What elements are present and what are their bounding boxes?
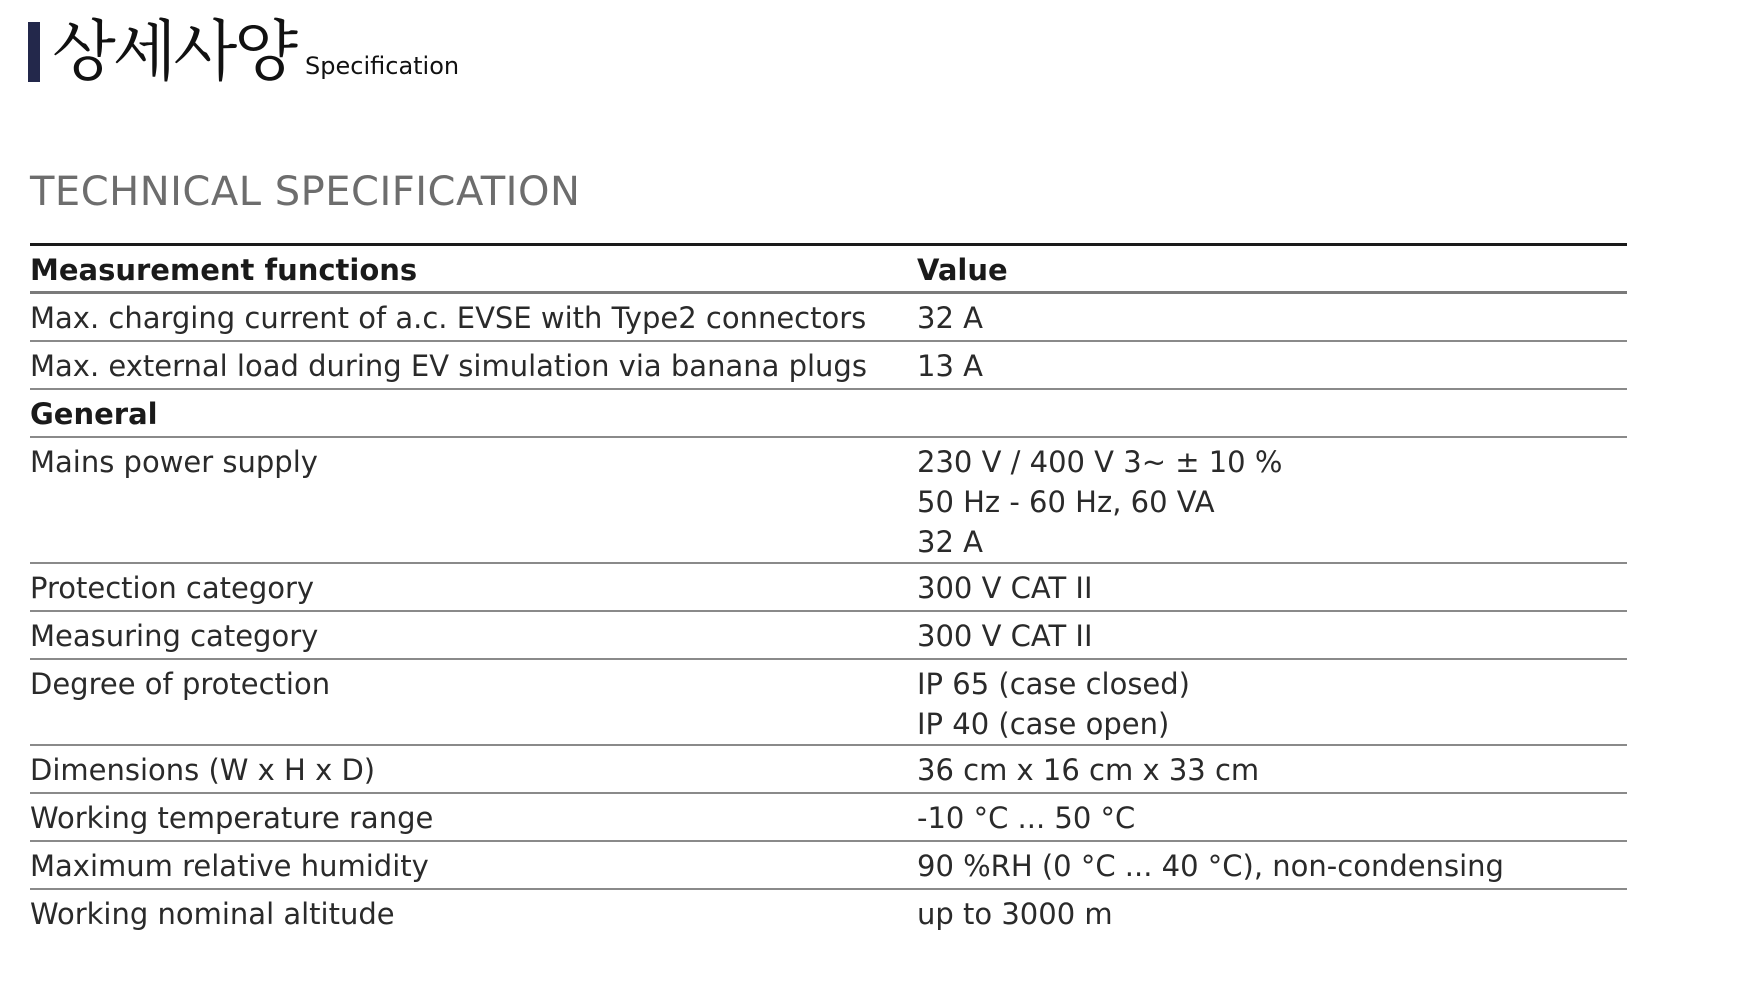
value-cell bbox=[917, 889, 1627, 937]
value-line: up to 3000 m bbox=[917, 896, 1113, 931]
header-accent-bar bbox=[28, 22, 40, 82]
value-line: IP 40 (case open) bbox=[917, 706, 1170, 741]
column-header-measurement: Measurement functions bbox=[30, 245, 917, 293]
value-cell bbox=[917, 659, 1627, 745]
value-cell bbox=[917, 793, 1627, 841]
param-cell: Protection category bbox=[30, 563, 917, 611]
table-group-row bbox=[30, 389, 1627, 437]
param-cell: Max. charging current of a.c. EVSE with Type2 connectors bbox=[30, 293, 917, 341]
param-cell: Working temperature range bbox=[30, 793, 917, 841]
value-line: 13 A bbox=[917, 348, 983, 383]
table-row bbox=[30, 793, 1627, 841]
table-row bbox=[30, 841, 1627, 889]
value-line: 50 Hz - 60 Hz, 60 VA bbox=[917, 484, 1215, 519]
value-line: 300 V CAT II bbox=[917, 618, 1093, 653]
table-row bbox=[30, 889, 1627, 937]
page-header bbox=[28, 10, 459, 90]
param-cell: Dimensions (W x H x D) bbox=[30, 745, 917, 793]
value-cell bbox=[917, 341, 1627, 389]
param-cell: Max. external load during EV simulation via banana plugs bbox=[30, 341, 917, 389]
section-title: TECHNICAL SPECIFICATION bbox=[30, 169, 581, 215]
group-label: General bbox=[30, 389, 917, 437]
table-header-row bbox=[30, 245, 1627, 293]
table-row bbox=[30, 745, 1627, 793]
table-row bbox=[30, 341, 1627, 389]
spec-table-body bbox=[30, 245, 1627, 937]
table-row bbox=[30, 659, 1627, 745]
value-line: 32 A bbox=[917, 301, 983, 335]
param-cell: Degree of protection bbox=[30, 659, 917, 745]
value-line: 90 %RH (0 °C ... 40 °C), non-condensing bbox=[917, 848, 1504, 883]
table-row bbox=[30, 293, 1627, 341]
value-cell bbox=[917, 841, 1627, 889]
value-cell bbox=[917, 745, 1627, 793]
param-cell: Measuring category bbox=[30, 611, 917, 659]
spec-table bbox=[30, 243, 1627, 937]
group-value-empty bbox=[917, 389, 1627, 437]
value-line: -10 °C ... 50 °C bbox=[917, 800, 1136, 835]
param-cell: Working nominal altitude bbox=[30, 896, 395, 931]
value-cell bbox=[917, 293, 1627, 341]
param-cell: Mains power supply bbox=[30, 437, 917, 563]
column-header-value: Value bbox=[917, 245, 1627, 293]
value-line: 32 A bbox=[917, 524, 983, 559]
value-cell bbox=[917, 611, 1627, 659]
value-cell bbox=[917, 437, 1627, 563]
param-cell: Maximum relative humidity bbox=[30, 841, 917, 889]
table-row bbox=[30, 563, 1627, 611]
page-title: 상세사양 bbox=[52, 13, 296, 90]
page-subtitle: Specification bbox=[305, 52, 460, 80]
value-line: 230 V / 400 V 3~ ± 10 % bbox=[917, 444, 1283, 479]
value-cell bbox=[917, 563, 1627, 611]
table-row bbox=[30, 611, 1627, 659]
value-line: 36 cm x 16 cm x 33 cm bbox=[917, 752, 1260, 787]
table-row bbox=[30, 437, 1627, 563]
value-line: IP 65 (case closed) bbox=[917, 666, 1190, 701]
value-line: 300 V CAT II bbox=[917, 570, 1093, 605]
